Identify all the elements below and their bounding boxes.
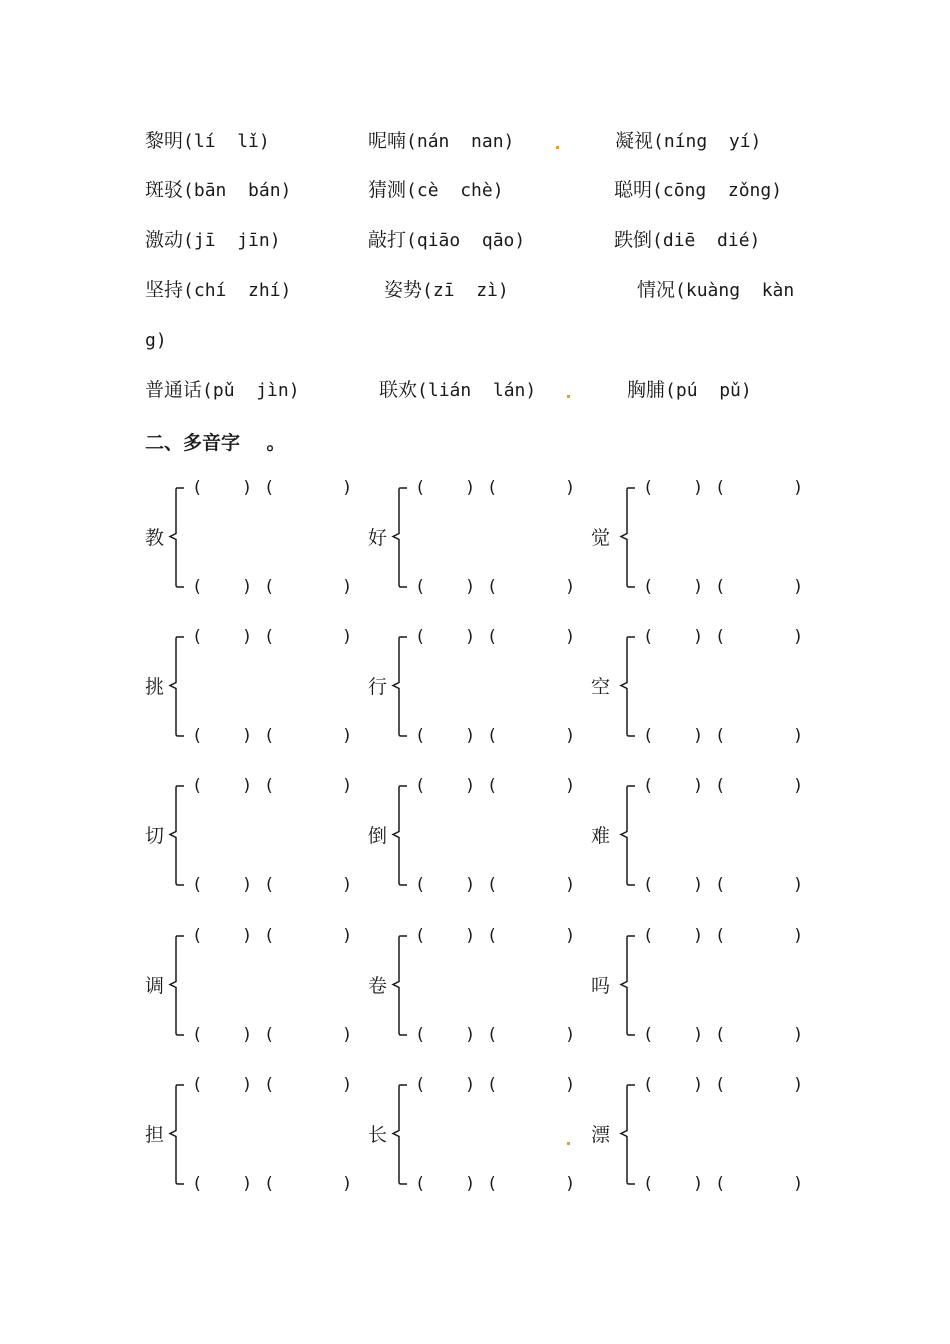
- answer-paren-open: (: [192, 726, 203, 746]
- answer-paren-close: ): [342, 926, 353, 946]
- brace-icon: [619, 1083, 639, 1186]
- answer-paren-open: (: [264, 926, 275, 946]
- answer-paren-open: (: [264, 478, 275, 498]
- answer-paren-open: (: [643, 478, 654, 498]
- answer-paren-open: (: [487, 1075, 498, 1095]
- answer-paren-open: (: [415, 1025, 426, 1045]
- answer-paren-open: (: [715, 726, 726, 746]
- answer-paren-close: ): [693, 776, 704, 796]
- answer-paren-open: (: [192, 1025, 203, 1045]
- brace-icon: [391, 635, 411, 738]
- answer-paren-open: (: [192, 577, 203, 597]
- answer-paren-close: ): [242, 1174, 253, 1194]
- pinyin-item: 聪明(cōng zǒng): [614, 179, 783, 201]
- polyphone-char: 挑: [145, 675, 165, 698]
- polyphone-char: 调: [145, 974, 165, 997]
- answer-paren-open: (: [715, 478, 726, 498]
- pinyin-item: 联欢(lián lán): [379, 379, 537, 401]
- answer-paren-close: ): [693, 875, 704, 895]
- answer-paren-open: (: [192, 875, 203, 895]
- answer-paren-open: (: [192, 1174, 203, 1194]
- answer-paren-open: (: [715, 926, 726, 946]
- answer-paren-close: ): [342, 1174, 353, 1194]
- pinyin-item: 呢喃(nán nan): [368, 130, 515, 152]
- answer-paren-close: ): [242, 926, 253, 946]
- answer-paren-open: (: [715, 1075, 726, 1095]
- answer-paren-close: ): [342, 577, 353, 597]
- answer-paren-open: (: [415, 875, 426, 895]
- pinyin-item: 猜测(cè chè): [368, 179, 504, 201]
- answer-paren-close: ): [793, 478, 804, 498]
- answer-paren-open: (: [415, 926, 426, 946]
- polyphone-char: 长: [368, 1123, 388, 1146]
- answer-paren-close: ): [693, 478, 704, 498]
- answer-paren-open: (: [264, 1025, 275, 1045]
- answer-paren-close: ): [242, 1025, 253, 1045]
- marker-dot: [567, 395, 570, 398]
- answer-paren-close: ): [693, 1174, 704, 1194]
- brace-icon: [391, 784, 411, 887]
- brace-icon: [391, 1083, 411, 1186]
- answer-paren-open: (: [415, 1174, 426, 1194]
- answer-paren-open: (: [715, 1174, 726, 1194]
- answer-paren-open: (: [264, 577, 275, 597]
- polyphone-char: 好: [368, 526, 388, 549]
- brace-icon: [619, 934, 639, 1037]
- answer-paren-open: (: [487, 577, 498, 597]
- answer-paren-open: (: [487, 478, 498, 498]
- pinyin-wrap-tail: g): [145, 330, 167, 351]
- pinyin-item: 敲打(qiāo qāo): [368, 229, 526, 251]
- answer-paren-close: ): [793, 627, 804, 647]
- answer-paren-close: ): [465, 776, 476, 796]
- answer-paren-close: ): [693, 1025, 704, 1045]
- answer-paren-open: (: [192, 627, 203, 647]
- answer-paren-close: ): [242, 577, 253, 597]
- pinyin-item: 普通话(pǔ jìn): [145, 379, 300, 401]
- polyphone-char: 空: [591, 675, 611, 698]
- answer-paren-open: (: [192, 776, 203, 796]
- answer-paren-close: ): [465, 875, 476, 895]
- answer-paren-close: ): [565, 776, 576, 796]
- marker-dot: [556, 146, 559, 149]
- answer-paren-close: ): [565, 1174, 576, 1194]
- pinyin-item: 凝视(níng yí): [615, 130, 762, 152]
- pinyin-item: 胸脯(pú pǔ): [627, 379, 752, 401]
- answer-paren-close: ): [342, 776, 353, 796]
- answer-paren-close: ): [342, 478, 353, 498]
- answer-paren-close: ): [693, 627, 704, 647]
- answer-paren-close: ): [465, 1174, 476, 1194]
- answer-paren-close: ): [565, 726, 576, 746]
- answer-paren-open: (: [715, 1025, 726, 1045]
- answer-paren-open: (: [415, 1075, 426, 1095]
- answer-paren-close: ): [565, 926, 576, 946]
- answer-paren-close: ): [342, 726, 353, 746]
- answer-paren-open: (: [487, 726, 498, 746]
- answer-paren-close: ): [242, 875, 253, 895]
- answer-paren-close: ): [793, 577, 804, 597]
- answer-paren-close: ): [565, 1025, 576, 1045]
- answer-paren-close: ): [793, 926, 804, 946]
- answer-paren-close: ): [565, 478, 576, 498]
- answer-paren-open: (: [487, 776, 498, 796]
- polyphone-char: 难: [591, 824, 611, 847]
- polyphone-char: 担: [145, 1123, 165, 1146]
- answer-paren-open: (: [192, 926, 203, 946]
- answer-paren-close: ): [465, 1075, 476, 1095]
- answer-paren-close: ): [793, 1174, 804, 1194]
- answer-paren-open: (: [643, 776, 654, 796]
- brace-icon: [168, 1083, 188, 1186]
- answer-paren-close: ): [693, 1075, 704, 1095]
- answer-paren-open: (: [415, 776, 426, 796]
- answer-paren-close: ): [793, 776, 804, 796]
- answer-paren-close: ): [693, 926, 704, 946]
- pinyin-item: 姿势(zī zì): [384, 279, 509, 301]
- answer-paren-close: ): [565, 1075, 576, 1095]
- answer-paren-close: ): [242, 627, 253, 647]
- answer-paren-close: ): [693, 577, 704, 597]
- polyphone-char: 切: [145, 824, 165, 847]
- polyphone-char: 教: [145, 526, 165, 549]
- answer-paren-close: ): [565, 577, 576, 597]
- answer-paren-open: (: [264, 776, 275, 796]
- answer-paren-open: (: [487, 1025, 498, 1045]
- answer-paren-open: (: [264, 726, 275, 746]
- answer-paren-close: ): [342, 627, 353, 647]
- pinyin-item: 激动(jī jīn): [145, 229, 281, 251]
- answer-paren-close: ): [465, 627, 476, 647]
- brace-icon: [168, 635, 188, 738]
- answer-paren-open: (: [487, 1174, 498, 1194]
- answer-paren-close: ): [465, 478, 476, 498]
- answer-paren-open: (: [715, 776, 726, 796]
- marker-dot: [567, 1142, 570, 1145]
- answer-paren-close: ): [565, 875, 576, 895]
- brace-icon: [619, 486, 639, 589]
- answer-paren-open: (: [643, 577, 654, 597]
- answer-paren-open: (: [264, 1075, 275, 1095]
- pinyin-item: 情况(kuàng kàn: [637, 279, 795, 301]
- answer-paren-open: (: [643, 1174, 654, 1194]
- brace-icon: [168, 784, 188, 887]
- answer-paren-open: (: [487, 875, 498, 895]
- brace-icon: [168, 934, 188, 1037]
- brace-icon: [619, 635, 639, 738]
- polyphone-char: 倒: [368, 824, 388, 847]
- answer-paren-open: (: [643, 875, 654, 895]
- answer-paren-close: ): [465, 926, 476, 946]
- answer-paren-open: (: [643, 926, 654, 946]
- section-title: 二、多音字 。: [145, 432, 286, 454]
- answer-paren-open: (: [415, 726, 426, 746]
- answer-paren-open: (: [415, 478, 426, 498]
- pinyin-item: 黎明(lí lǐ): [145, 130, 270, 152]
- answer-paren-close: ): [342, 1075, 353, 1095]
- pinyin-item: 斑驳(bān bán): [145, 179, 292, 201]
- answer-paren-close: ): [242, 478, 253, 498]
- answer-paren-open: (: [643, 1075, 654, 1095]
- answer-paren-close: ): [465, 726, 476, 746]
- brace-icon: [391, 486, 411, 589]
- answer-paren-close: ): [342, 875, 353, 895]
- answer-paren-open: (: [715, 577, 726, 597]
- answer-paren-close: ): [793, 875, 804, 895]
- brace-icon: [619, 784, 639, 887]
- answer-paren-close: ): [693, 726, 704, 746]
- polyphone-char: 卷: [368, 974, 388, 997]
- pinyin-item: 跌倒(diē dié): [614, 229, 761, 251]
- answer-paren-close: ): [242, 726, 253, 746]
- answer-paren-open: (: [192, 478, 203, 498]
- answer-paren-close: ): [793, 1025, 804, 1045]
- answer-paren-open: (: [643, 726, 654, 746]
- brace-icon: [391, 934, 411, 1037]
- answer-paren-close: ): [793, 1075, 804, 1095]
- answer-paren-open: (: [715, 875, 726, 895]
- answer-paren-close: ): [465, 577, 476, 597]
- answer-paren-close: ): [242, 776, 253, 796]
- polyphone-char: 觉: [591, 526, 611, 549]
- polyphone-char: 行: [368, 675, 388, 698]
- answer-paren-open: (: [715, 627, 726, 647]
- answer-paren-open: (: [192, 1075, 203, 1095]
- answer-paren-open: (: [264, 875, 275, 895]
- pinyin-item: 坚持(chí zhí): [145, 279, 292, 301]
- polyphone-char: 吗: [591, 974, 611, 997]
- answer-paren-open: (: [264, 1174, 275, 1194]
- answer-paren-open: (: [487, 627, 498, 647]
- answer-paren-open: (: [415, 577, 426, 597]
- answer-paren-open: (: [415, 627, 426, 647]
- polyphone-char: 漂: [591, 1123, 611, 1146]
- answer-paren-open: (: [643, 1025, 654, 1045]
- answer-paren-open: (: [487, 926, 498, 946]
- brace-icon: [168, 486, 188, 589]
- answer-paren-close: ): [793, 726, 804, 746]
- answer-paren-close: ): [565, 627, 576, 647]
- answer-paren-close: ): [342, 1025, 353, 1045]
- answer-paren-open: (: [264, 627, 275, 647]
- answer-paren-open: (: [643, 627, 654, 647]
- answer-paren-close: ): [242, 1075, 253, 1095]
- answer-paren-close: ): [465, 1025, 476, 1045]
